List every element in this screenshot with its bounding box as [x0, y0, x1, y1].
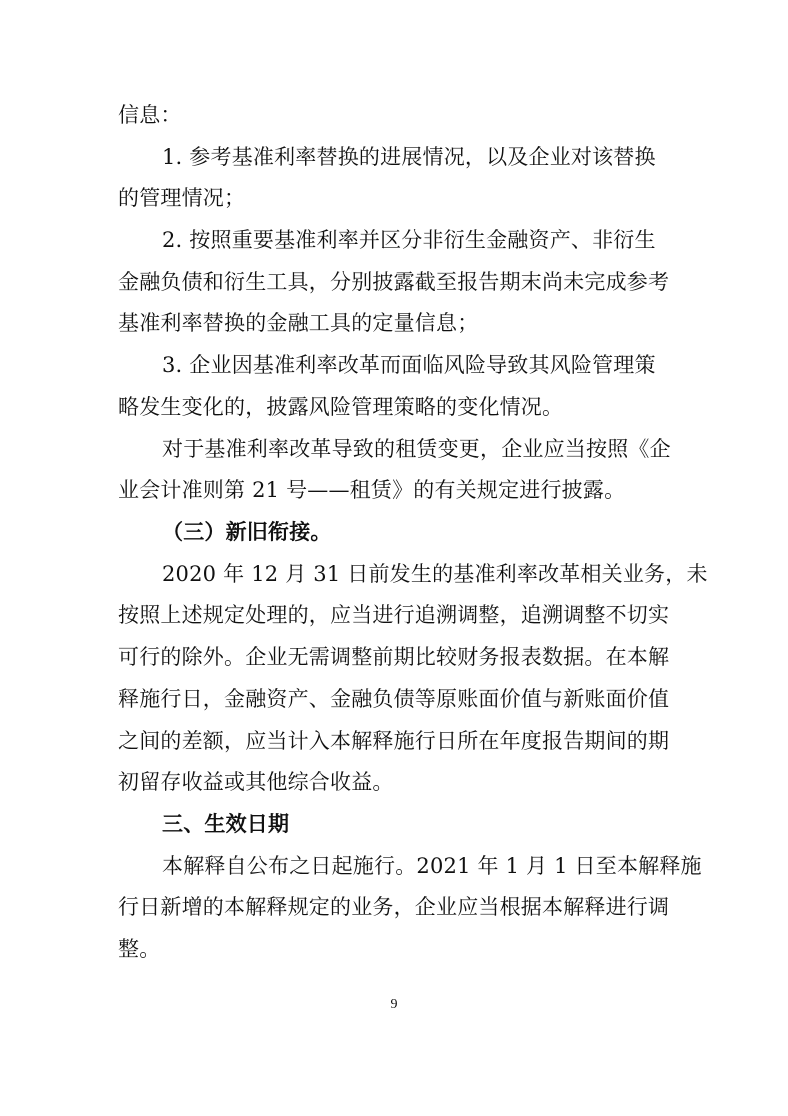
list-item-2-line-2: 金融负债和衍生工具，分别披露截至报告期末尚未完成参考 — [118, 270, 670, 294]
list-item-3-line-1: 3. 企业因基准利率改革而面临风险导致其风险管理策 — [162, 353, 656, 377]
list-item-1-line-2: 的管理情况； — [118, 186, 246, 210]
paragraph-line: 整。 — [118, 937, 161, 961]
paragraph-line: 可行的除外。企业无需调整前期比较财务报表数据。在本解 — [118, 645, 670, 669]
paragraph-line: 之间的差额，应当计入本解释施行日所在年度报告期间的期 — [118, 729, 670, 753]
paragraph-line: 释施行日，金融资产、金融负债等原账面价值与新账面价值 — [118, 687, 670, 711]
paragraph-line: 业会计准则第 21 号——租赁》的有关规定进行披露。 — [118, 478, 626, 502]
page-number: 9 — [390, 997, 398, 1012]
chapter-heading: 三、生效日期 — [162, 812, 290, 836]
list-item-2-line-1: 2. 按照重要基准利率并区分非衍生金融资产、非衍生 — [162, 228, 656, 252]
paragraph-line: 本解释自公布之日起施行。2021 年 1 月 1 日至本解释施 — [162, 854, 702, 878]
paragraph-line: 初留存收益或其他综合收益。 — [118, 770, 394, 794]
text-line: 信息： — [118, 103, 182, 127]
list-item-3-line-2: 略发生变化的，披露风险管理策略的变化情况。 — [118, 395, 564, 419]
paragraph-line: 2020 年 12 月 31 日前发生的基准利率改革相关业务，未 — [162, 562, 708, 586]
section-heading: （三）新旧衔接。 — [162, 520, 332, 544]
list-item-2-line-3: 基准利率替换的金融工具的定量信息； — [118, 311, 479, 335]
paragraph-line: 对于基准利率改革导致的租赁变更，企业应当按照《企 — [162, 437, 671, 461]
list-item-1-line-1: 1. 参考基准利率替换的进展情况，以及企业对该替换 — [162, 145, 656, 169]
paragraph-line: 按照上述规定处理的，应当进行追溯调整，追溯调整不切实 — [118, 603, 670, 627]
paragraph-line: 行日新增的本解释规定的业务，企业应当根据本解释进行调 — [118, 895, 670, 919]
